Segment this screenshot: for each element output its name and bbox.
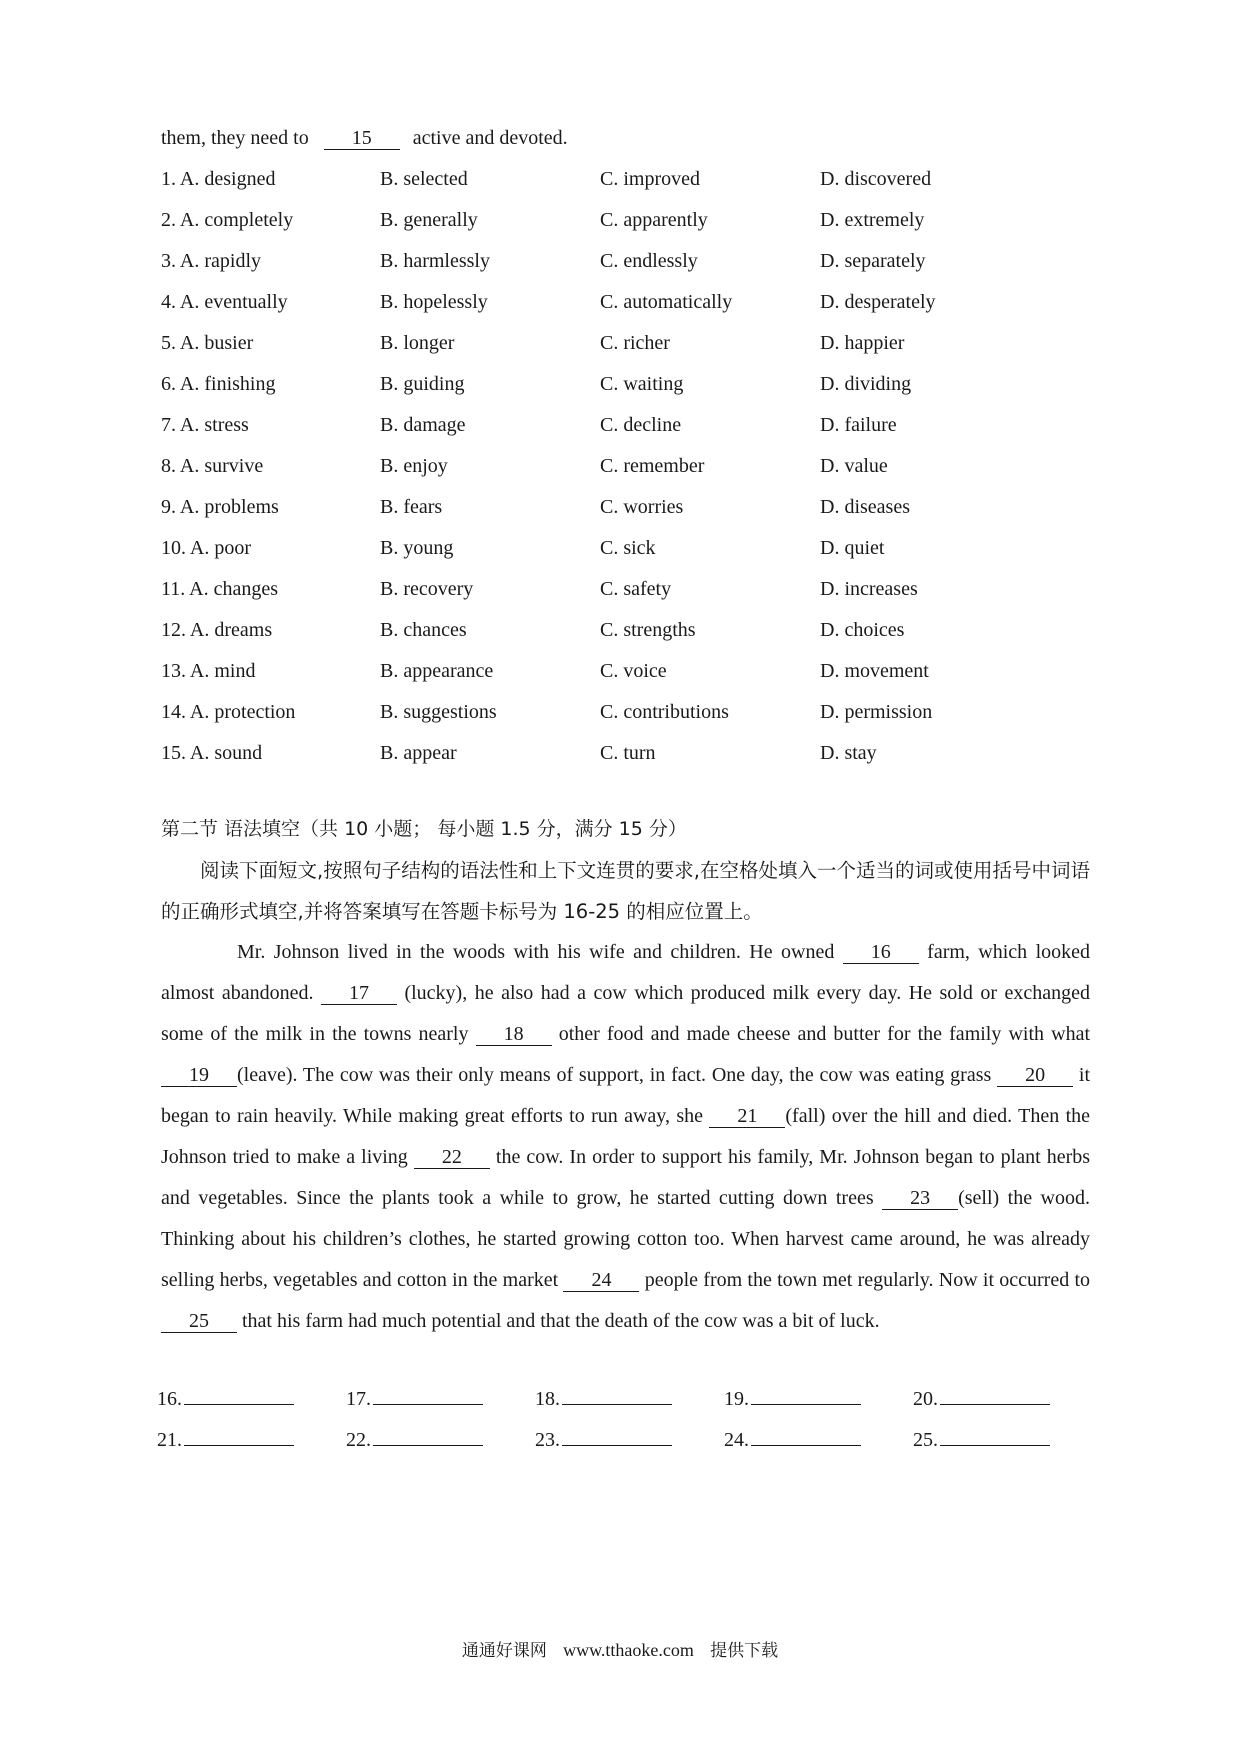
option-a-label: A. rapidly xyxy=(179,250,261,272)
option-d[interactable]: D. happier xyxy=(820,332,905,354)
question-number: 9. xyxy=(161,496,176,518)
section-title: 第二节 语法填空（共 10 小题； 每小题 1.5 分，满分 15 分） xyxy=(161,818,687,840)
option-c[interactable]: C. voice xyxy=(600,660,667,682)
passage-text: (leave). The cow was their only means of support, in fact. One day, the cow was eating grass xyxy=(237,1064,992,1086)
option-a-label: A. eventually xyxy=(179,291,288,313)
answer-slot-21[interactable]: 21. xyxy=(157,1420,294,1461)
option-d[interactable]: D. value xyxy=(820,455,888,477)
option-b[interactable]: B. generally xyxy=(380,209,478,231)
option-a-label: A. completely xyxy=(179,209,294,231)
option-row xyxy=(161,241,1090,282)
question-number: 11. xyxy=(161,578,186,600)
option-a-label: A. stress xyxy=(179,414,249,436)
option-row xyxy=(161,159,1090,200)
option-d[interactable]: D. movement xyxy=(820,660,929,682)
answer-slot-22[interactable]: 22. xyxy=(346,1420,483,1461)
answer-slot-24[interactable]: 24. xyxy=(724,1420,861,1461)
option-c[interactable]: C. waiting xyxy=(600,373,684,395)
option-a-label: A. changes xyxy=(189,578,279,600)
option-a-label: A. designed xyxy=(179,168,276,190)
option-a[interactable] xyxy=(161,610,272,651)
answer-slot-23[interactable]: 23. xyxy=(535,1420,672,1461)
question-number: 7. xyxy=(161,414,176,436)
option-a[interactable] xyxy=(161,405,249,446)
option-d[interactable]: D. quiet xyxy=(820,537,885,559)
option-b[interactable]: B. appearance xyxy=(380,660,494,682)
blank-16: 16 xyxy=(843,941,919,964)
continuation-text-after: active and devoted. xyxy=(412,127,568,149)
blank-19: 19 xyxy=(161,1064,237,1087)
blank-15: 15 xyxy=(324,127,400,150)
blank-23: 23 xyxy=(882,1187,958,1210)
options-list xyxy=(161,159,1090,774)
option-a[interactable] xyxy=(161,282,288,323)
question-number: 10. xyxy=(161,537,186,559)
option-c[interactable]: C. remember xyxy=(600,455,705,477)
option-a-label: A. problems xyxy=(179,496,279,518)
blank-22: 22 xyxy=(414,1146,490,1169)
document-page xyxy=(157,118,1091,1461)
passage-text: other food and made cheese and butter for the family with what xyxy=(558,1023,1091,1045)
option-b[interactable]: B. young xyxy=(380,537,454,559)
question-number: 14. xyxy=(161,701,186,723)
passage-text: Mr. Johnson lived in the woods with his wife and children. He owned xyxy=(237,941,835,963)
option-b[interactable]: B. fears xyxy=(380,496,443,518)
option-c[interactable]: C. sick xyxy=(600,537,656,559)
answer-slot-17[interactable]: 17. xyxy=(346,1379,483,1420)
option-row xyxy=(161,733,1090,774)
option-a-label: A. mind xyxy=(189,660,256,682)
option-a[interactable] xyxy=(161,569,278,610)
passage-text: (lucky), he also had a cow which produced milk every day. He sold or exchanged some of the milk in the towns nearly xyxy=(161,982,1091,1045)
question-number: 5. xyxy=(161,332,176,354)
passage-text: (sell) the wood. Thinking about his children’s clothes, he started growing cotton too. When harvest came around, he was already selling herbs, vegetables and cotton in the market xyxy=(161,1187,1090,1291)
option-c[interactable]: C. worries xyxy=(600,496,684,518)
option-d[interactable]: D. discovered xyxy=(820,168,932,190)
blank-24: 24 xyxy=(563,1269,639,1292)
option-d[interactable]: D. desperately xyxy=(820,291,936,313)
footer-download-text: 提供下载 xyxy=(710,1641,779,1661)
option-a[interactable] xyxy=(161,241,261,282)
passage-text: that his farm had much potential and that the death of the cow was a bit of luck. xyxy=(242,1310,880,1332)
option-a-label: A. dreams xyxy=(189,619,273,641)
answer-slot-16[interactable]: 16. xyxy=(157,1379,294,1420)
option-row xyxy=(161,282,1090,323)
option-row xyxy=(161,323,1090,364)
option-row xyxy=(161,692,1090,733)
question-number: 8. xyxy=(161,455,176,477)
continuation-text-before: them, they need to xyxy=(161,127,309,149)
option-d[interactable]: D. extremely xyxy=(820,209,925,231)
option-d[interactable]: D. dividing xyxy=(820,373,912,395)
option-a-label: A. survive xyxy=(179,455,264,477)
option-b[interactable]: B. suggestions xyxy=(380,701,497,723)
option-b[interactable]: B. guiding xyxy=(380,373,465,395)
grammar-passage xyxy=(161,932,1090,1342)
option-c[interactable]: C. contributions xyxy=(600,701,729,723)
option-c[interactable]: C. improved xyxy=(600,168,700,190)
blank-20: 20 xyxy=(997,1064,1073,1087)
option-d[interactable]: D. failure xyxy=(820,414,897,436)
option-row xyxy=(161,610,1090,651)
section-instructions: 阅读下面短文,按照句子结构的语法性和上下文连贯的要求,在空格处填入一个适当的词或使用括号中词语的正确形式填空,并将答案填写在答题卡标号为 16-25 的相应位置上。 xyxy=(161,859,1090,923)
option-a[interactable] xyxy=(161,159,275,200)
option-b[interactable]: B. recovery xyxy=(380,578,474,600)
option-c[interactable]: C. decline xyxy=(600,414,682,436)
answer-grid xyxy=(157,1379,1090,1461)
passage-text: the cow. In order to support his family, Mr. Johnson began to plant herbs and vegetables. Since the plants took a while to grow, he started cutting down trees xyxy=(161,1146,1091,1209)
option-c[interactable]: C. endlessly xyxy=(600,250,698,272)
answer-slot-18[interactable]: 18. xyxy=(535,1379,672,1420)
blank-17: 17 xyxy=(321,982,397,1005)
continuation-line xyxy=(161,118,1090,159)
question-number: 15. xyxy=(161,742,186,764)
option-b[interactable]: B. selected xyxy=(380,168,468,190)
option-d[interactable]: D. permission xyxy=(820,701,933,723)
option-d[interactable]: D. increases xyxy=(820,578,918,600)
question-number: 1. xyxy=(161,168,176,190)
option-c[interactable]: C. automatically xyxy=(600,291,733,313)
option-row xyxy=(161,405,1090,446)
passage-text: it began to rain heavily. While making great efforts to run away, she xyxy=(161,1064,1091,1127)
answer-slot-19[interactable]: 19. xyxy=(724,1379,861,1420)
option-a-label: A. sound xyxy=(189,742,263,764)
option-c[interactable]: C. safety xyxy=(600,578,672,600)
question-number: 4. xyxy=(161,291,176,313)
option-c[interactable]: C. richer xyxy=(600,332,670,354)
passage-text: people from the town met regularly. Now it occurred to xyxy=(644,1269,1091,1291)
option-b[interactable]: B. damage xyxy=(380,414,466,436)
option-a[interactable] xyxy=(161,528,251,569)
option-a[interactable] xyxy=(161,651,255,692)
option-row xyxy=(161,569,1090,610)
passage-text: farm, which looked almost abandoned. xyxy=(161,941,1091,1004)
blank-25: 25 xyxy=(161,1310,237,1333)
answer-slot-25[interactable]: 25. xyxy=(913,1420,1050,1461)
option-row xyxy=(161,200,1090,241)
option-b[interactable]: B. hopelessly xyxy=(380,291,488,313)
option-b[interactable]: B. chances xyxy=(380,619,467,641)
option-row xyxy=(161,528,1090,569)
question-number: 3. xyxy=(161,250,176,272)
option-a-label: A. finishing xyxy=(179,373,276,395)
option-a[interactable] xyxy=(161,692,295,733)
blank-18: 18 xyxy=(476,1023,552,1046)
option-a[interactable] xyxy=(161,364,275,405)
option-a-label: A. protection xyxy=(189,701,296,723)
option-row xyxy=(161,446,1090,487)
option-a-label: A. poor xyxy=(189,537,252,559)
option-a[interactable] xyxy=(161,733,262,774)
option-c[interactable]: C. apparently xyxy=(600,209,708,231)
option-row xyxy=(161,651,1090,692)
option-d[interactable]: D. stay xyxy=(820,742,877,764)
blank-21: 21 xyxy=(709,1105,785,1128)
option-a-label: A. busier xyxy=(179,332,254,354)
footer-url[interactable]: www.tthaoke.com xyxy=(563,1640,694,1660)
option-c[interactable]: C. strengths xyxy=(600,619,696,641)
question-number: 13. xyxy=(161,660,186,682)
question-number: 2. xyxy=(161,209,176,231)
answer-row xyxy=(157,1420,1090,1461)
option-a[interactable] xyxy=(161,487,279,528)
option-a[interactable] xyxy=(161,200,293,241)
option-b[interactable]: B. appear xyxy=(380,742,457,764)
option-a[interactable] xyxy=(161,446,263,487)
option-row xyxy=(161,364,1090,405)
option-row xyxy=(161,487,1090,528)
passage-text: (fall) over the hill and died. Then the Johnson tried to make a living xyxy=(161,1105,1091,1168)
option-b[interactable]: B. longer xyxy=(380,332,455,354)
footer-site-name: 通通好课网 xyxy=(461,1641,547,1661)
question-number: 6. xyxy=(161,373,176,395)
option-c[interactable]: C. turn xyxy=(600,742,656,764)
question-number: 12. xyxy=(161,619,186,641)
option-d[interactable]: D. choices xyxy=(820,619,905,641)
answer-slot-20[interactable]: 20. xyxy=(913,1379,1050,1420)
option-a[interactable] xyxy=(161,323,253,364)
option-d[interactable]: D. diseases xyxy=(820,496,910,518)
page-footer xyxy=(0,1636,1240,1661)
option-b[interactable]: B. harmlessly xyxy=(380,250,490,272)
answer-row xyxy=(157,1379,1090,1420)
option-d[interactable]: D. separately xyxy=(820,250,926,272)
option-b[interactable]: B. enjoy xyxy=(380,455,448,477)
